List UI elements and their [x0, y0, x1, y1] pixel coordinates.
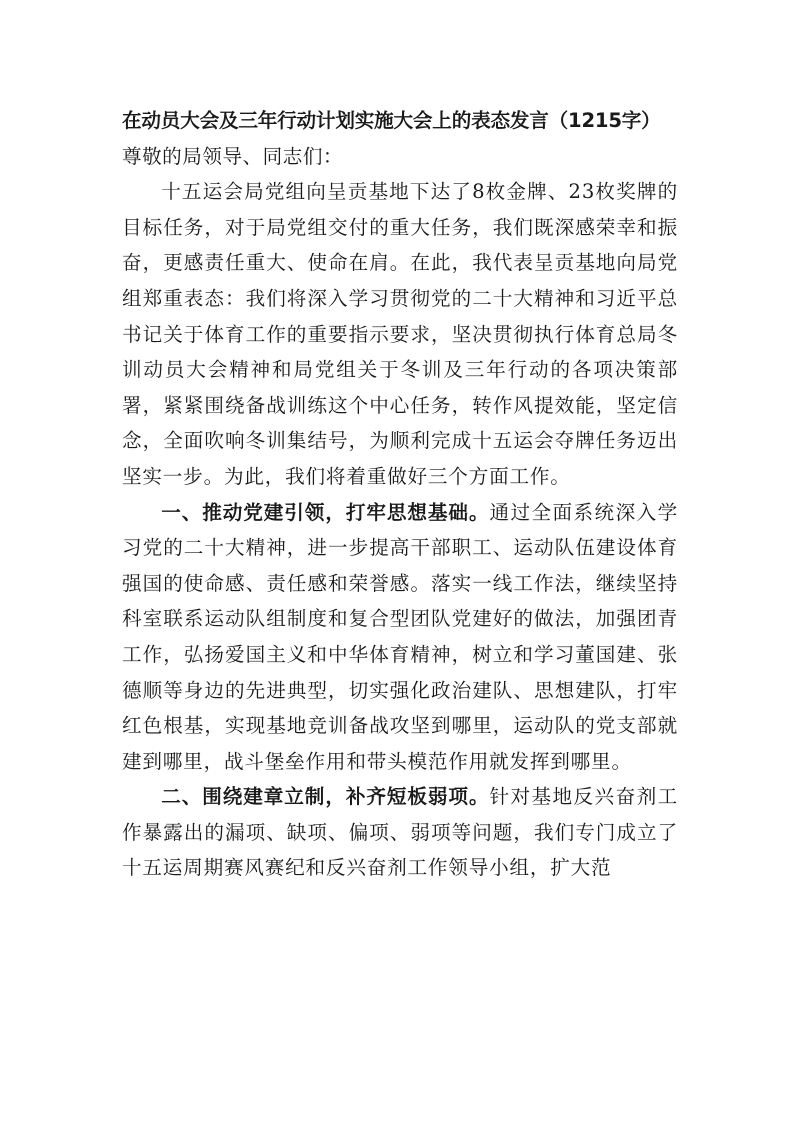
paragraph-text: 十五运会局党组向呈贡基地下达了8枚金牌、23枚奖牌的目标任务，对于局党组交付的重大任务，我们既深感荣幸和振奋，更感责任重大、使命在肩。在此，我代表呈贡基地向局党组郑重表态：我们将深入学习贯彻党的二十大精神和习近平总书记关于体育工作的重要指示要求，坚决贯彻执行体育总局冬训动员大会精神和局党组关于冬训及三年行动的各项决策部署，紧紧围绕备战训练这个中心任务，转作风提效能，坚定信念，全面吹响冬训集结号，为顺利完成十五运会夺牌任务迈出坚实一步。为此，我们将着重做好三个方面工作。 [122, 180, 678, 488]
paragraph-rules [122, 779, 678, 886]
paragraph-text: 通过全面系统深入学习党的二十大精神，进一步提高干部职工、运动队伍建设体育强国的使命感、责任感和荣誉感。落实一线工作法，继续坚持科室联系运动队组制度和复合型团队党建好的做法，加强团青工作，弘扬爱国主义和中华体育精神，树立和学习董国建、张德顺等身边的先进典型，切实强化政治建队、思想建队，打牢红色根基，实现基地竞训备战攻坚到哪里，运动队的党支部就建到哪里，战斗堡垒作用和带头模范作用就发挥到哪里。 [122, 500, 678, 773]
paragraph-text: 针对基地反兴奋剂工作暴露出的漏项、缺项、偏项、弱项等问题，我们专门成立了十五运周期赛风赛纪和反兴奋剂工作领导小组，扩大范 [122, 785, 678, 880]
document-title: 在动员大会及三年行动计划实施大会上的表态发言（1215字） [122, 109, 661, 132]
paragraph-intro [122, 174, 678, 494]
paragraph-heading: 一、推动党建引领，打牢思想基础。 [161, 500, 490, 524]
paragraph-party-building [122, 495, 678, 780]
salutation: 尊敬的局领导、同志们： [122, 144, 344, 168]
document-body [122, 103, 678, 886]
paragraph-heading: 二、围绕建章立制，补齐短板弱项。 [161, 785, 490, 809]
